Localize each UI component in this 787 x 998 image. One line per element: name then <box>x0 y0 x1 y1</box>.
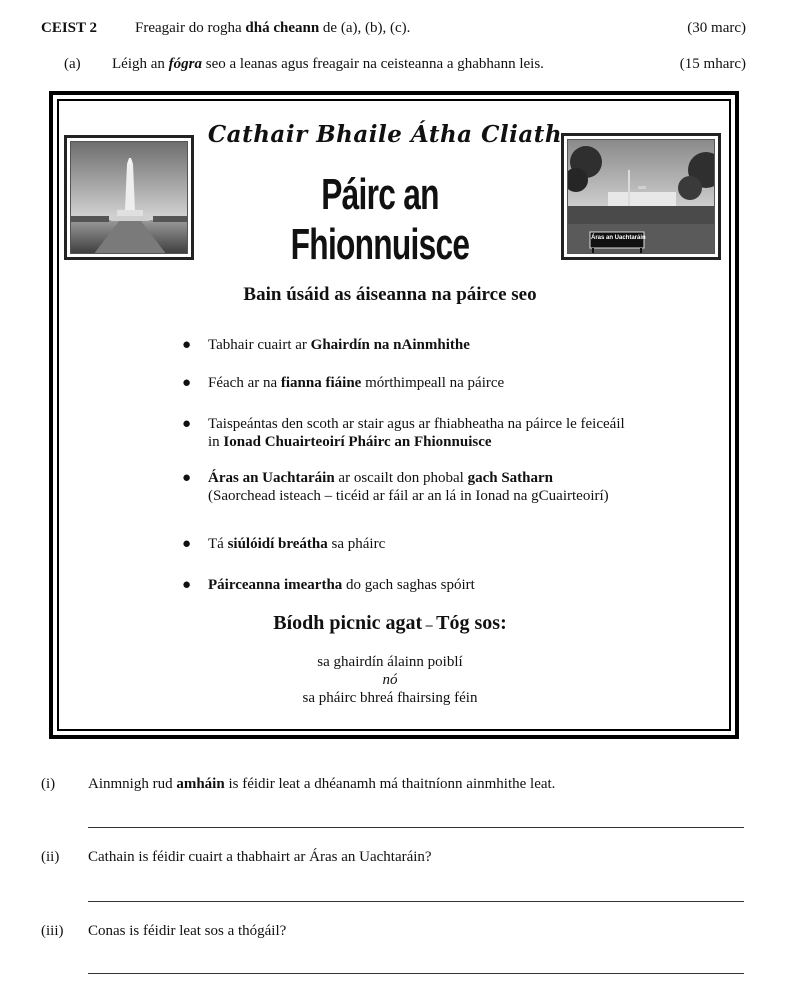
picnic-or: nó <box>382 672 398 688</box>
instruction-post: de (a), (b), (c). <box>319 20 411 36</box>
bullet-text: Féach ar na <box>208 375 281 391</box>
bullet-text: Taispeántas den scoth ar stair agus ar fhiabheatha na páirce le feiceáil <box>208 416 625 432</box>
bullet-bold: Áras an Uachtaráin <box>208 470 335 486</box>
answer-line[interactable] <box>88 973 744 974</box>
answer-line[interactable] <box>88 827 744 828</box>
question-text-part: is féidir leat a dhéanamh má thaitníonn ainmhithe leat. <box>224 776 556 792</box>
picnic-heading <box>80 612 700 635</box>
bullet-icon: ● <box>182 577 192 593</box>
bullet-bold: siúlóidí breátha <box>227 536 328 552</box>
bullet-icon: ● <box>182 416 192 432</box>
question-number: (ii) <box>41 849 60 865</box>
bullet-icon: ● <box>182 536 192 552</box>
aras-sign-text: Áras an Uachtaráin <box>591 235 646 241</box>
part-a-marks: (15 mharc) <box>679 56 746 72</box>
bullet-text: sa pháirc <box>327 536 386 552</box>
instruction-bold: dhá cheann <box>245 20 320 36</box>
question-text-part: Ainmnigh rud <box>88 776 177 792</box>
question-text: Cathain is féidir cuairt a thabhairt ar Áras an Uachtaráin? <box>88 849 432 865</box>
bullet-bold: Páirceanna imeartha <box>208 577 343 593</box>
monument-photo-image <box>70 141 188 254</box>
instruction <box>135 20 410 37</box>
monument-photo <box>64 135 194 260</box>
city-title: Cathair Bhaile Átha Cliath <box>207 121 563 148</box>
picnic-heading-part: Tóg sos: <box>436 612 507 634</box>
question-text-bold: amháin <box>176 776 225 792</box>
part-a-emphasis: fógra <box>168 56 202 72</box>
part-a-post: seo a leanas agus freagair na ceisteanna a ghabhann leis. <box>202 56 544 72</box>
bullet-icon: ● <box>182 470 192 486</box>
aras-photo <box>561 133 721 260</box>
question-number: (iii) <box>41 923 64 939</box>
part-a-pre: Léigh an <box>112 56 169 72</box>
park-title: Páirc an Fhionnuisce <box>290 170 470 269</box>
bullet-bold: fianna fiáine <box>280 375 362 391</box>
part-a-text <box>112 56 544 73</box>
question-text: Conas is féidir leat sos a thógáil? <box>88 923 287 939</box>
picnic-option-1: sa ghairdín álainn poiblí <box>317 654 463 670</box>
bullet-text: Tabhair cuairt ar <box>208 337 311 353</box>
bullet-bold: Ghairdín na nAinmhithe <box>310 337 470 353</box>
aras-photo-image <box>567 139 715 254</box>
picnic-option-2: sa pháirc bhreá fhairsing féin <box>302 690 478 706</box>
picnic-heading-part: Bíodh picnic agat <box>273 612 423 634</box>
bullet-text: (Saorchead isteach – ticéid ar fáil ar an lá in Ionad na gCuairteoirí) <box>208 488 609 504</box>
bullet-text: ar oscailt don phobal <box>334 470 468 486</box>
monument-illustration <box>71 142 188 254</box>
picnic-dash: – <box>422 618 437 633</box>
bullet-text: Tá <box>208 536 228 552</box>
question-text <box>88 776 555 793</box>
bullet-bold: gach Satharn <box>467 470 553 486</box>
bullet-text: in <box>208 434 224 450</box>
instruction-pre: Freagair do rogha <box>135 20 246 36</box>
bullet-bold: Ionad Chuairteoirí Pháirc an Fhionnuisce <box>223 434 492 450</box>
question-number: CEIST 2 <box>41 20 98 36</box>
bullet-icon: ● <box>182 375 192 391</box>
answer-line[interactable] <box>88 901 744 902</box>
bullet-text: mórthimpeall na páirce <box>361 375 505 391</box>
facilities-heading: Bain úsáid as áiseanna na páirce seo <box>243 284 537 305</box>
part-a-label: (a) <box>64 56 81 72</box>
question-number: (i) <box>41 776 56 792</box>
bullet-icon: ● <box>182 337 192 353</box>
bullet-text: do gach saghas spóirt <box>342 577 475 593</box>
total-marks: (30 marc) <box>687 20 746 36</box>
